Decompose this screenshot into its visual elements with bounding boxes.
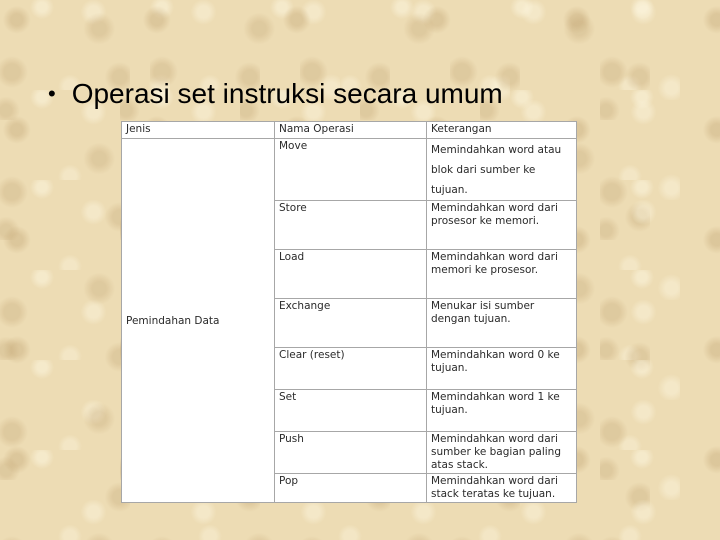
keterangan-line: Memindahkan word 0 ke <box>431 349 560 361</box>
keterangan-line: tujuan. <box>431 184 468 196</box>
header-keterangan: Keterangan <box>427 122 577 139</box>
keterangan-line: tujuan. <box>431 362 468 374</box>
operasi-cell: Clear (reset) <box>275 348 427 390</box>
keterangan-line: tujuan. <box>431 404 468 416</box>
operasi-cell: Exchange <box>275 299 427 348</box>
keterangan-line: Menukar isi sumber <box>431 300 535 312</box>
keterangan-line: Memindahkan word dari <box>431 251 558 263</box>
keterangan-line: Memindahkan word dari <box>431 475 558 487</box>
keterangan-line: Memindahkan word atau <box>431 144 562 156</box>
keterangan-cell <box>427 348 577 390</box>
header-jenis: Jenis <box>122 122 275 139</box>
keterangan-line: blok dari sumber ke <box>431 164 536 176</box>
slide-title-text: Operasi set instruksi secara umum <box>71 78 503 109</box>
keterangan-line: Memindahkan word 1 ke <box>431 391 560 403</box>
operasi-cell: Store <box>275 201 427 250</box>
instruction-table <box>121 121 576 502</box>
keterangan-line: memori ke prosesor. <box>431 264 539 276</box>
keterangan-line: stack teratas ke tujuan. <box>431 488 556 500</box>
operasi-cell: Move <box>275 139 427 201</box>
keterangan-cell <box>427 432 577 474</box>
jenis-cell: Pemindahan Data <box>122 139 275 503</box>
operasi-cell: Load <box>275 250 427 299</box>
header-nama-operasi: Nama Operasi <box>275 122 427 139</box>
operasi-cell: Push <box>275 432 427 474</box>
keterangan-line: Memindahkan word dari <box>431 433 558 445</box>
keterangan-cell <box>427 250 577 299</box>
table-row <box>122 139 577 201</box>
operasi-cell: Pop <box>275 474 427 503</box>
keterangan-line: dengan tujuan. <box>431 313 511 325</box>
table-header-row <box>122 122 577 139</box>
keterangan-line: prosesor ke memori. <box>431 215 540 227</box>
keterangan-line: Memindahkan word dari <box>431 202 558 214</box>
keterangan-line: sumber ke bagian paling <box>431 446 561 458</box>
keterangan-cell <box>427 299 577 348</box>
keterangan-cell <box>427 201 577 250</box>
keterangan-cell <box>427 474 577 503</box>
keterangan-cell <box>427 139 577 201</box>
keterangan-line: atas stack. <box>431 459 489 471</box>
keterangan-cell <box>427 390 577 432</box>
slide-title <box>48 78 503 110</box>
operasi-cell: Set <box>275 390 427 432</box>
bullet-icon: • <box>48 81 56 106</box>
